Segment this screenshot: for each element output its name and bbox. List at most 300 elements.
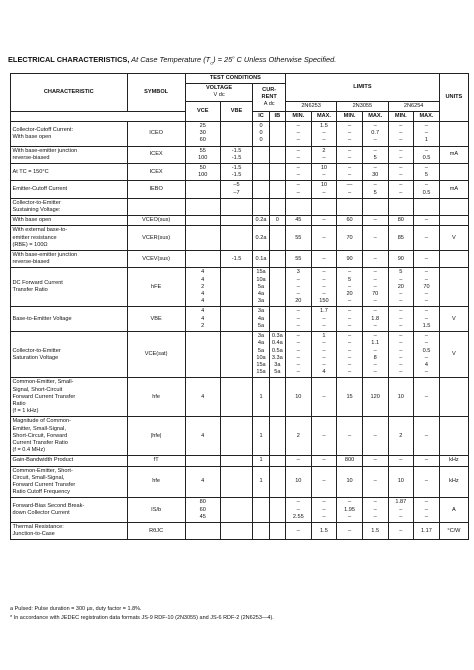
cell-line: 5 xyxy=(348,276,352,283)
cell-line: 2 xyxy=(201,322,205,329)
cell-line: 10 xyxy=(320,165,328,172)
cell-line: – xyxy=(373,255,377,262)
cell-line: 4a xyxy=(257,315,265,322)
cell-line: – xyxy=(296,182,300,189)
cell-vce xyxy=(185,181,220,198)
cell-line: – xyxy=(348,137,352,144)
cell-line: – xyxy=(348,298,352,305)
cell-sym xyxy=(127,251,185,268)
cell-x2 xyxy=(362,181,388,198)
cell-vbe xyxy=(220,498,253,523)
cell-sym xyxy=(127,216,185,226)
cell-line: 30 xyxy=(199,130,206,137)
cell-line: Common-Emitter, Short- xyxy=(12,467,73,474)
cell-vce xyxy=(185,378,220,417)
cell-line: (f = 1 kHz) xyxy=(12,408,39,415)
cell-line: – xyxy=(399,123,403,130)
cell-line: 1.8 xyxy=(371,315,380,322)
cell-m2 xyxy=(337,268,363,307)
cell-vbe xyxy=(220,522,253,539)
table-row xyxy=(11,522,469,539)
header-test-conditions: TEST CONDITIONS xyxy=(185,74,285,84)
cell-line: – xyxy=(296,308,300,315)
cell-sym xyxy=(127,522,185,539)
cell-line: 5 xyxy=(373,154,377,161)
cell-vbe xyxy=(220,198,253,215)
table-row xyxy=(11,378,469,417)
cell-line: Transfer Ratio xyxy=(12,287,48,294)
cell-m3 xyxy=(388,146,414,163)
cell-line: 10 xyxy=(295,393,302,400)
table-row xyxy=(11,164,469,181)
cell-ib xyxy=(269,216,285,226)
cell-line: – xyxy=(348,172,352,179)
cell-ic xyxy=(253,522,269,539)
title-bold: ELECTRICAL CHARACTERISTICS, xyxy=(8,55,130,64)
cell-line: – xyxy=(296,506,300,513)
cell-vce xyxy=(185,268,220,307)
cell-line: – xyxy=(296,276,300,283)
cell-ib xyxy=(269,466,285,498)
cell-line: – xyxy=(399,322,403,329)
cell-line: 100 xyxy=(198,172,208,179)
cell-line: – xyxy=(373,457,377,464)
cell-line: Signal, Short-Circuit xyxy=(12,386,63,393)
cell-line: 1.17 xyxy=(421,527,432,534)
cell-m2 xyxy=(337,251,363,268)
cell-sym xyxy=(127,498,185,523)
cell-line: 55 xyxy=(295,234,302,241)
cell-line: – xyxy=(348,499,352,506)
cell-x1 xyxy=(311,226,337,251)
cell-line: 2 xyxy=(322,147,326,154)
cell-line: At TC = 150°C xyxy=(12,168,49,175)
cell-line: VCE(sat) xyxy=(144,351,168,358)
table-row xyxy=(11,146,469,163)
cell-line: – xyxy=(322,393,326,400)
cell-unit xyxy=(439,198,468,215)
cell-x2 xyxy=(362,164,388,181)
cell-line: 1 xyxy=(259,393,263,400)
cell-line: A xyxy=(452,506,456,513)
cell-line: Forward Current Transfer xyxy=(12,393,76,400)
header-limits: LIMITS xyxy=(286,74,440,102)
cell-m3 xyxy=(388,122,414,147)
cell-x3 xyxy=(414,122,440,147)
cell-m2 xyxy=(337,417,363,456)
table-row xyxy=(11,466,469,498)
cell-x3 xyxy=(414,307,440,332)
cell-line: – xyxy=(296,291,300,298)
cell-x2 xyxy=(362,251,388,268)
cell-line: 10 xyxy=(346,478,353,485)
footnote-jedec: * In accordance with JEDEC registration data formats JS-9 RDF-10 (2N3055) and JS-6 RDF-2 (2N6253—4). xyxy=(10,615,274,621)
cell-ib xyxy=(269,307,285,332)
cell-line: 0.5 xyxy=(422,347,431,354)
cell-line: – xyxy=(399,182,403,189)
cell-line: – xyxy=(296,189,300,196)
cell-line: V xyxy=(452,351,456,358)
cell-line: 70 xyxy=(346,234,353,241)
cell-line: – xyxy=(296,457,300,464)
cell-x2 xyxy=(362,307,388,332)
cell-line: Collector-to-Emitter xyxy=(12,347,61,354)
cell-line: °C/W xyxy=(447,527,461,534)
cell-line: (RBE) = 100Ω xyxy=(12,241,48,248)
cell-m2 xyxy=(337,307,363,332)
cell-unit xyxy=(439,164,468,181)
table-row xyxy=(11,181,469,198)
cell-line: Short-Circuit, Forward xyxy=(12,432,68,439)
header-min-1: MIN. xyxy=(286,111,312,121)
cell-line: IS/b xyxy=(151,506,162,513)
cell-line: – xyxy=(322,340,326,347)
cell-line: – xyxy=(348,354,352,361)
cell-vbe xyxy=(220,417,253,456)
cell-m2 xyxy=(337,164,363,181)
header-current: CUR- RENT A dc xyxy=(253,84,286,112)
cell-x2 xyxy=(362,122,388,147)
cell-line: 100 xyxy=(198,154,208,161)
cell-sym xyxy=(127,122,185,147)
cell-vce xyxy=(185,164,220,181)
cell-line: Collector-to-Emitter xyxy=(12,199,61,206)
cell-line: 0 xyxy=(259,130,263,137)
cell-m1 xyxy=(286,268,312,307)
cell-unit xyxy=(439,268,468,307)
cell-line: – xyxy=(296,340,300,347)
cell-x1 xyxy=(311,466,337,498)
cell-line: – xyxy=(296,369,300,376)
cell-x3 xyxy=(414,456,440,466)
cell-char xyxy=(11,498,128,523)
cell-line: 120 xyxy=(370,393,380,400)
cell-ic xyxy=(253,498,269,523)
cell-line: – xyxy=(322,137,326,144)
cell-x3 xyxy=(414,164,440,181)
cell-x1 xyxy=(311,498,337,523)
cell-line: – xyxy=(348,527,352,534)
table-row xyxy=(11,251,469,268)
cell-line: With base open xyxy=(12,217,52,224)
cell-line: – xyxy=(322,130,326,137)
cell-line: reverse-biased xyxy=(12,154,50,161)
cell-line: – xyxy=(322,478,326,485)
cell-line: – xyxy=(424,478,429,485)
cell-line: 60 xyxy=(199,506,206,513)
header-2n3055: 2N3055 xyxy=(337,101,388,111)
cell-sym xyxy=(127,226,185,251)
cell-vbe xyxy=(220,181,253,198)
cell-m1 xyxy=(286,332,312,378)
cell-x2 xyxy=(362,332,388,378)
cell-line: 4 xyxy=(424,361,429,368)
cell-vbe xyxy=(220,251,253,268)
cell-line: (f = 0.4 MHz) xyxy=(12,447,45,454)
cell-line: hFE xyxy=(151,283,162,290)
cell-line: – xyxy=(322,291,326,298)
cell-line: – xyxy=(296,333,300,340)
cell-line: – xyxy=(322,234,326,241)
header-units: UNITS xyxy=(439,74,468,122)
cell-line: 4 xyxy=(201,315,205,322)
cell-line: – xyxy=(373,165,377,172)
cell-line: 5a xyxy=(274,369,281,376)
cell-vbe xyxy=(220,216,253,226)
table-row xyxy=(11,226,469,251)
title-text-3: C Unless Otherwise Specified. xyxy=(234,55,337,64)
cell-line: RθJC xyxy=(149,527,164,534)
cell-line: 4a xyxy=(257,340,265,347)
cell-line: – xyxy=(399,298,403,305)
cell-m3 xyxy=(388,164,414,181)
cell-vbe xyxy=(220,307,253,332)
cell-line: 0 xyxy=(259,137,263,144)
cell-line: Forward-Bias Second Break- xyxy=(12,502,85,509)
cell-m2 xyxy=(337,522,363,539)
cell-line: 0.7 xyxy=(371,130,380,137)
cell-line: – xyxy=(322,283,326,290)
cell-sym xyxy=(127,378,185,417)
cell-line: – xyxy=(373,234,377,241)
cell-char xyxy=(11,466,128,498)
cell-line: – xyxy=(296,147,300,154)
cell-line: – xyxy=(348,130,352,137)
cell-ic xyxy=(253,466,269,498)
cell-m3 xyxy=(388,498,414,523)
cell-line: Magnitude of Common- xyxy=(12,418,71,425)
cell-m3 xyxy=(388,332,414,378)
cell-x1 xyxy=(311,198,337,215)
cell-sym xyxy=(127,307,185,332)
cell-line: With external base-to- xyxy=(12,227,68,234)
header-min-2: MIN. xyxy=(337,111,363,121)
cell-line: 20 xyxy=(346,291,353,298)
cell-x1 xyxy=(311,146,337,163)
header-max-2: MAX. xyxy=(362,111,388,121)
cell-sym xyxy=(127,417,185,456)
cell-line: 0 xyxy=(259,123,263,130)
cell-line: – xyxy=(322,361,326,368)
cell-line: – xyxy=(348,369,352,376)
cell-line: 1 xyxy=(259,432,263,439)
cell-line: 8 xyxy=(373,354,377,361)
header-vbe: VBE xyxy=(220,101,253,121)
cell-char xyxy=(11,164,128,181)
cell-line: 0.2a xyxy=(255,217,267,224)
cell-x2 xyxy=(362,146,388,163)
cell-line: – xyxy=(399,189,403,196)
cell-line: 1.5 xyxy=(422,322,431,329)
header-ib: IB xyxy=(269,111,285,121)
cell-ib xyxy=(269,498,285,523)
cell-m2 xyxy=(337,146,363,163)
cell-line: Emitter, Small-Signal, xyxy=(12,425,66,432)
cell-line: – xyxy=(373,513,377,520)
cell-line: – xyxy=(373,283,377,290)
cell-line: – xyxy=(348,147,352,154)
cell-line: – xyxy=(296,354,300,361)
cell-line: – xyxy=(399,137,403,144)
cell-line: 15a xyxy=(256,361,266,368)
cell-line: – xyxy=(424,165,429,172)
cell-line: – xyxy=(322,255,326,262)
cell-line: hfe xyxy=(152,393,161,400)
table-row xyxy=(11,122,469,147)
cell-line: – xyxy=(296,123,300,130)
cell-unit xyxy=(439,456,468,466)
cell-line: 2 xyxy=(296,432,300,439)
cell-line: – xyxy=(424,354,429,361)
cell-line: – xyxy=(399,276,403,283)
cell-line: 5a xyxy=(257,347,265,354)
cell-x2 xyxy=(362,378,388,417)
cell-line: – xyxy=(322,276,326,283)
cell-line: 0.5 xyxy=(422,189,431,196)
cell-line: 80 xyxy=(199,499,206,506)
cell-line: 4 xyxy=(201,298,205,305)
cell-line: Emitter-Cutoff Current xyxy=(12,186,68,193)
cell-sym xyxy=(127,164,185,181)
cell-line: – xyxy=(373,147,377,154)
cell-line: – xyxy=(322,499,326,506)
title-text: At Case Temperature (T xyxy=(129,55,211,64)
cell-line: mA xyxy=(449,186,459,193)
cell-vce xyxy=(185,198,220,215)
cell-line: emitter resistance xyxy=(12,234,57,241)
cell-line: – xyxy=(348,333,352,340)
cell-char xyxy=(11,122,128,147)
cell-line: – xyxy=(348,189,352,196)
cell-m2 xyxy=(337,498,363,523)
cell-sym xyxy=(127,146,185,163)
cell-line: 10 xyxy=(320,182,328,189)
cell-line: 4 xyxy=(201,291,205,298)
cell-vbe xyxy=(220,122,253,147)
cell-m3 xyxy=(388,466,414,498)
cell-line: – xyxy=(322,189,326,196)
cell-m1 xyxy=(286,417,312,456)
cell-char xyxy=(11,146,128,163)
cell-line: – xyxy=(348,361,352,368)
cell-vce xyxy=(185,466,220,498)
cell-x1 xyxy=(311,122,337,147)
cell-unit xyxy=(439,251,468,268)
cell-line: – xyxy=(348,308,352,315)
cell-char xyxy=(11,307,128,332)
cell-m2 xyxy=(337,332,363,378)
cell-line: 1 xyxy=(322,333,326,340)
cell-ic xyxy=(253,164,269,181)
cell-line: – xyxy=(322,154,326,161)
cell-ib xyxy=(269,417,285,456)
cell-vce xyxy=(185,456,220,466)
cell-line: 20 xyxy=(397,283,404,290)
cell-ic xyxy=(253,122,269,147)
cell-line: – xyxy=(322,513,326,520)
cell-line: 1.95 xyxy=(344,506,355,513)
cell-x2 xyxy=(362,417,388,456)
cell-line: mA xyxy=(449,151,459,158)
cell-line: – xyxy=(399,457,403,464)
cell-line: Circuit, Small-Signal, xyxy=(12,474,65,481)
cell-vbe xyxy=(220,378,253,417)
cell-char xyxy=(11,456,128,466)
cell-line: VCER(sus) xyxy=(142,234,171,241)
cell-line: 60 xyxy=(199,137,206,144)
header-ic: IC xyxy=(253,111,269,121)
cell-m3 xyxy=(388,456,414,466)
cell-line: Common-Emitter, Small- xyxy=(12,379,74,386)
cell-char xyxy=(11,181,128,198)
cell-vce xyxy=(185,498,220,523)
cell-line: Thermal Resistance: xyxy=(12,523,64,530)
cell-line: V xyxy=(452,315,456,322)
cell-line: 800 xyxy=(344,457,355,464)
cell-line: 10 xyxy=(295,478,302,485)
table-row xyxy=(11,417,469,456)
cell-char xyxy=(11,522,128,539)
cell-vce xyxy=(185,417,220,456)
cell-line: – xyxy=(322,269,326,276)
cell-line: – xyxy=(373,499,377,506)
cell-line: 15a xyxy=(256,269,266,276)
cell-ib xyxy=(269,198,285,215)
cell-m1 xyxy=(286,164,312,181)
cell-line: – xyxy=(424,513,429,520)
cell-line: Sustaining Voltage: xyxy=(12,207,61,214)
cell-vbe xyxy=(220,456,253,466)
cell-m1 xyxy=(286,181,312,198)
cell-line: – xyxy=(348,347,352,354)
cell-line: – xyxy=(296,315,300,322)
cell-line: kHz xyxy=(449,478,459,485)
cell-ib xyxy=(269,146,285,163)
header-2n6254: 2N6254 xyxy=(388,101,439,111)
cell-line: Current Transfer Ratio xyxy=(12,439,68,446)
cell-line: – xyxy=(399,506,403,513)
table-row xyxy=(11,456,469,466)
cell-line: – xyxy=(424,457,429,464)
cell-line: – xyxy=(348,340,352,347)
cell-line: 85 xyxy=(397,234,404,241)
cell-line: – xyxy=(322,315,326,322)
cell-line: – xyxy=(373,308,377,315)
cell-ic xyxy=(253,307,269,332)
cell-x3 xyxy=(414,226,440,251)
electrical-characteristics-table xyxy=(10,73,469,540)
cell-ic xyxy=(253,181,269,198)
cell-line: VCEV(sus) xyxy=(142,255,170,262)
cell-line: – xyxy=(373,506,377,513)
cell-unit xyxy=(439,226,468,251)
cell-line: –7 xyxy=(233,189,240,196)
cell-line: 45 xyxy=(199,513,206,520)
cell-line: 4 xyxy=(201,393,205,400)
cell-line: 30 xyxy=(372,172,379,179)
cell-char xyxy=(11,417,128,456)
cell-x1 xyxy=(311,216,337,226)
cell-line: 5 xyxy=(424,172,429,179)
cell-x2 xyxy=(362,498,388,523)
cell-x3 xyxy=(414,251,440,268)
cell-line: – xyxy=(399,347,403,354)
cell-vce xyxy=(185,216,220,226)
cell-line: – xyxy=(399,165,403,172)
cell-unit xyxy=(439,122,468,147)
cell-unit xyxy=(439,498,468,523)
cell-line: VBE xyxy=(150,315,162,322)
